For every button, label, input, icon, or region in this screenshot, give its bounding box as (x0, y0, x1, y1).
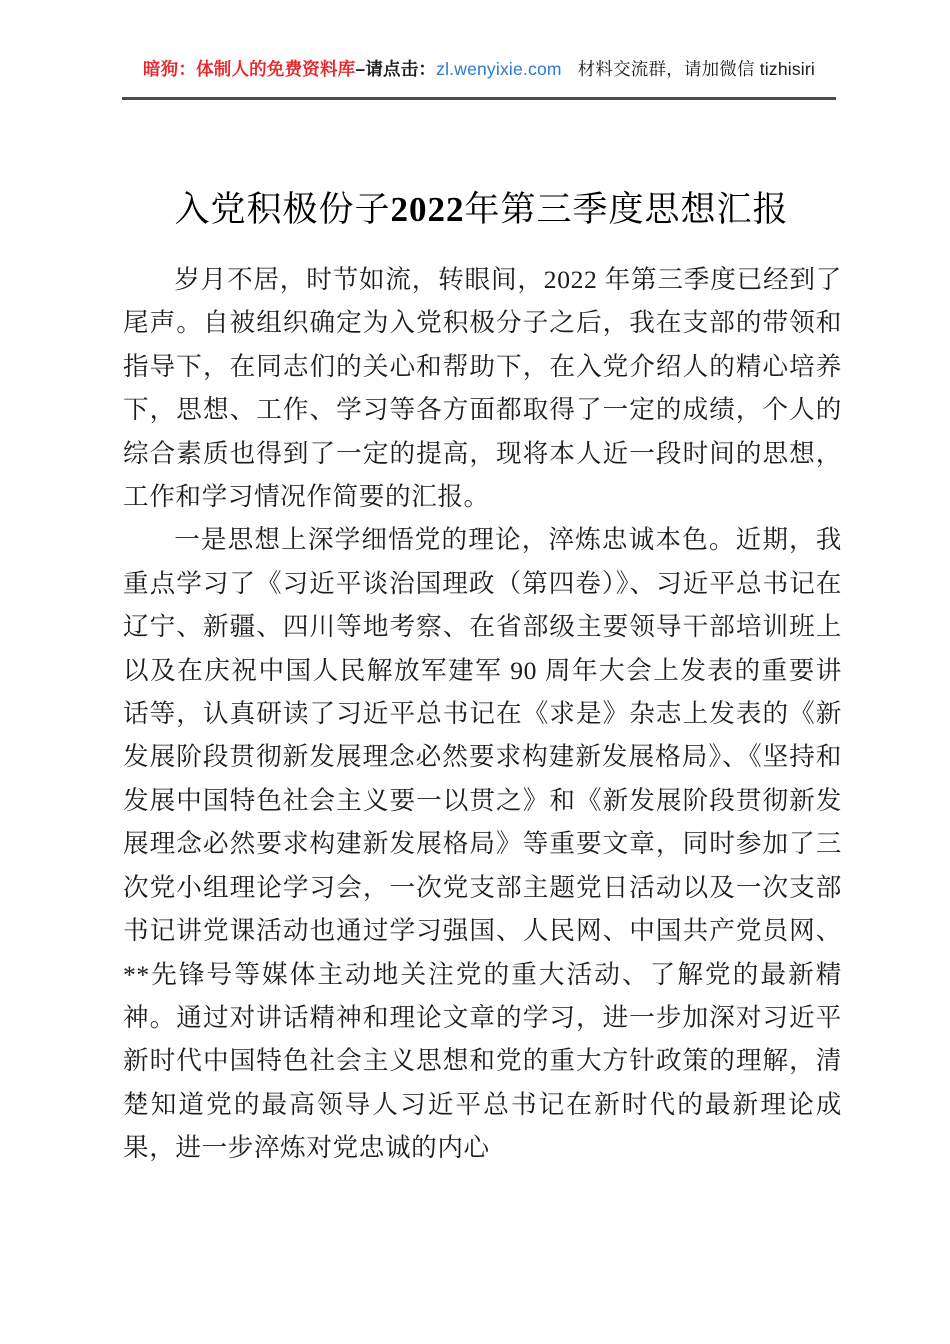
promo-red-text: 暗狗：体制人的免费资料库 (142, 59, 356, 79)
paragraph-1: 岁月不居，时节如流，转眼间，2022 年第三季度已经到了尾声。自被组织确定为入党积极分子之后，我在支部的带领和指导下，在同志们的关心和帮助下，在入党介绍人的精心培养下，思想、工作、学习等各方面都取得了一定的成绩，个人的综合素质也得到了一定的提高，现将本人近一段时间的思想，工作和学习情况作简要的汇报。 (123, 265, 842, 512)
promo-banner (122, 58, 836, 100)
document-body (123, 258, 842, 1170)
promo-wechat-text: 材料交流群，请加微信 tizhisiri (577, 59, 816, 79)
promo-site-link[interactable]: zl.wenyixie.com (436, 59, 562, 79)
promo-click-prefix: –请点击： (355, 59, 437, 79)
promo-line (143, 58, 815, 79)
paragraph-2: 一是思想上深学细悟党的理论，淬炼忠诚本色。近期，我重点学习了《习近平谈治国理政（第四卷）》、习近平总书记在辽宁、新疆、四川等地考察、在省部级主要领导干部培训班上以及在庆祝中国人民解放军建军 90 周年大会上发表的重要讲话等，认真研读了习近平总书记在《求是》杂志上发表的《新发展阶段贯彻新发展理念必然要求构建新发展格局》、《坚持和发展中国特色社会主义要一以贯之》和《新发展阶段贯彻新发展理念必然要求构建新发展格局》等重要文章，同时参加了三次党小组理论学习会，一次党支部主题党日活动以及一次支部书记讲党课活动也通过学习强国、人民网、中国共产党员网、**先锋号等媒体主动地关注党的重大活动、了解党的最新精神。通过对讲话精神和理论文章的学习，进一步加深对习近平新时代中国特色社会主义思想和党的重大方针政策的理解，清楚知道党的最高领导人习近平总书记在新时代的最新理论成果，进一步淬炼对党忠诚的内心 (123, 525, 842, 1163)
page-title: 入党积极份子2022年第三季度思想汇报 (174, 190, 789, 230)
